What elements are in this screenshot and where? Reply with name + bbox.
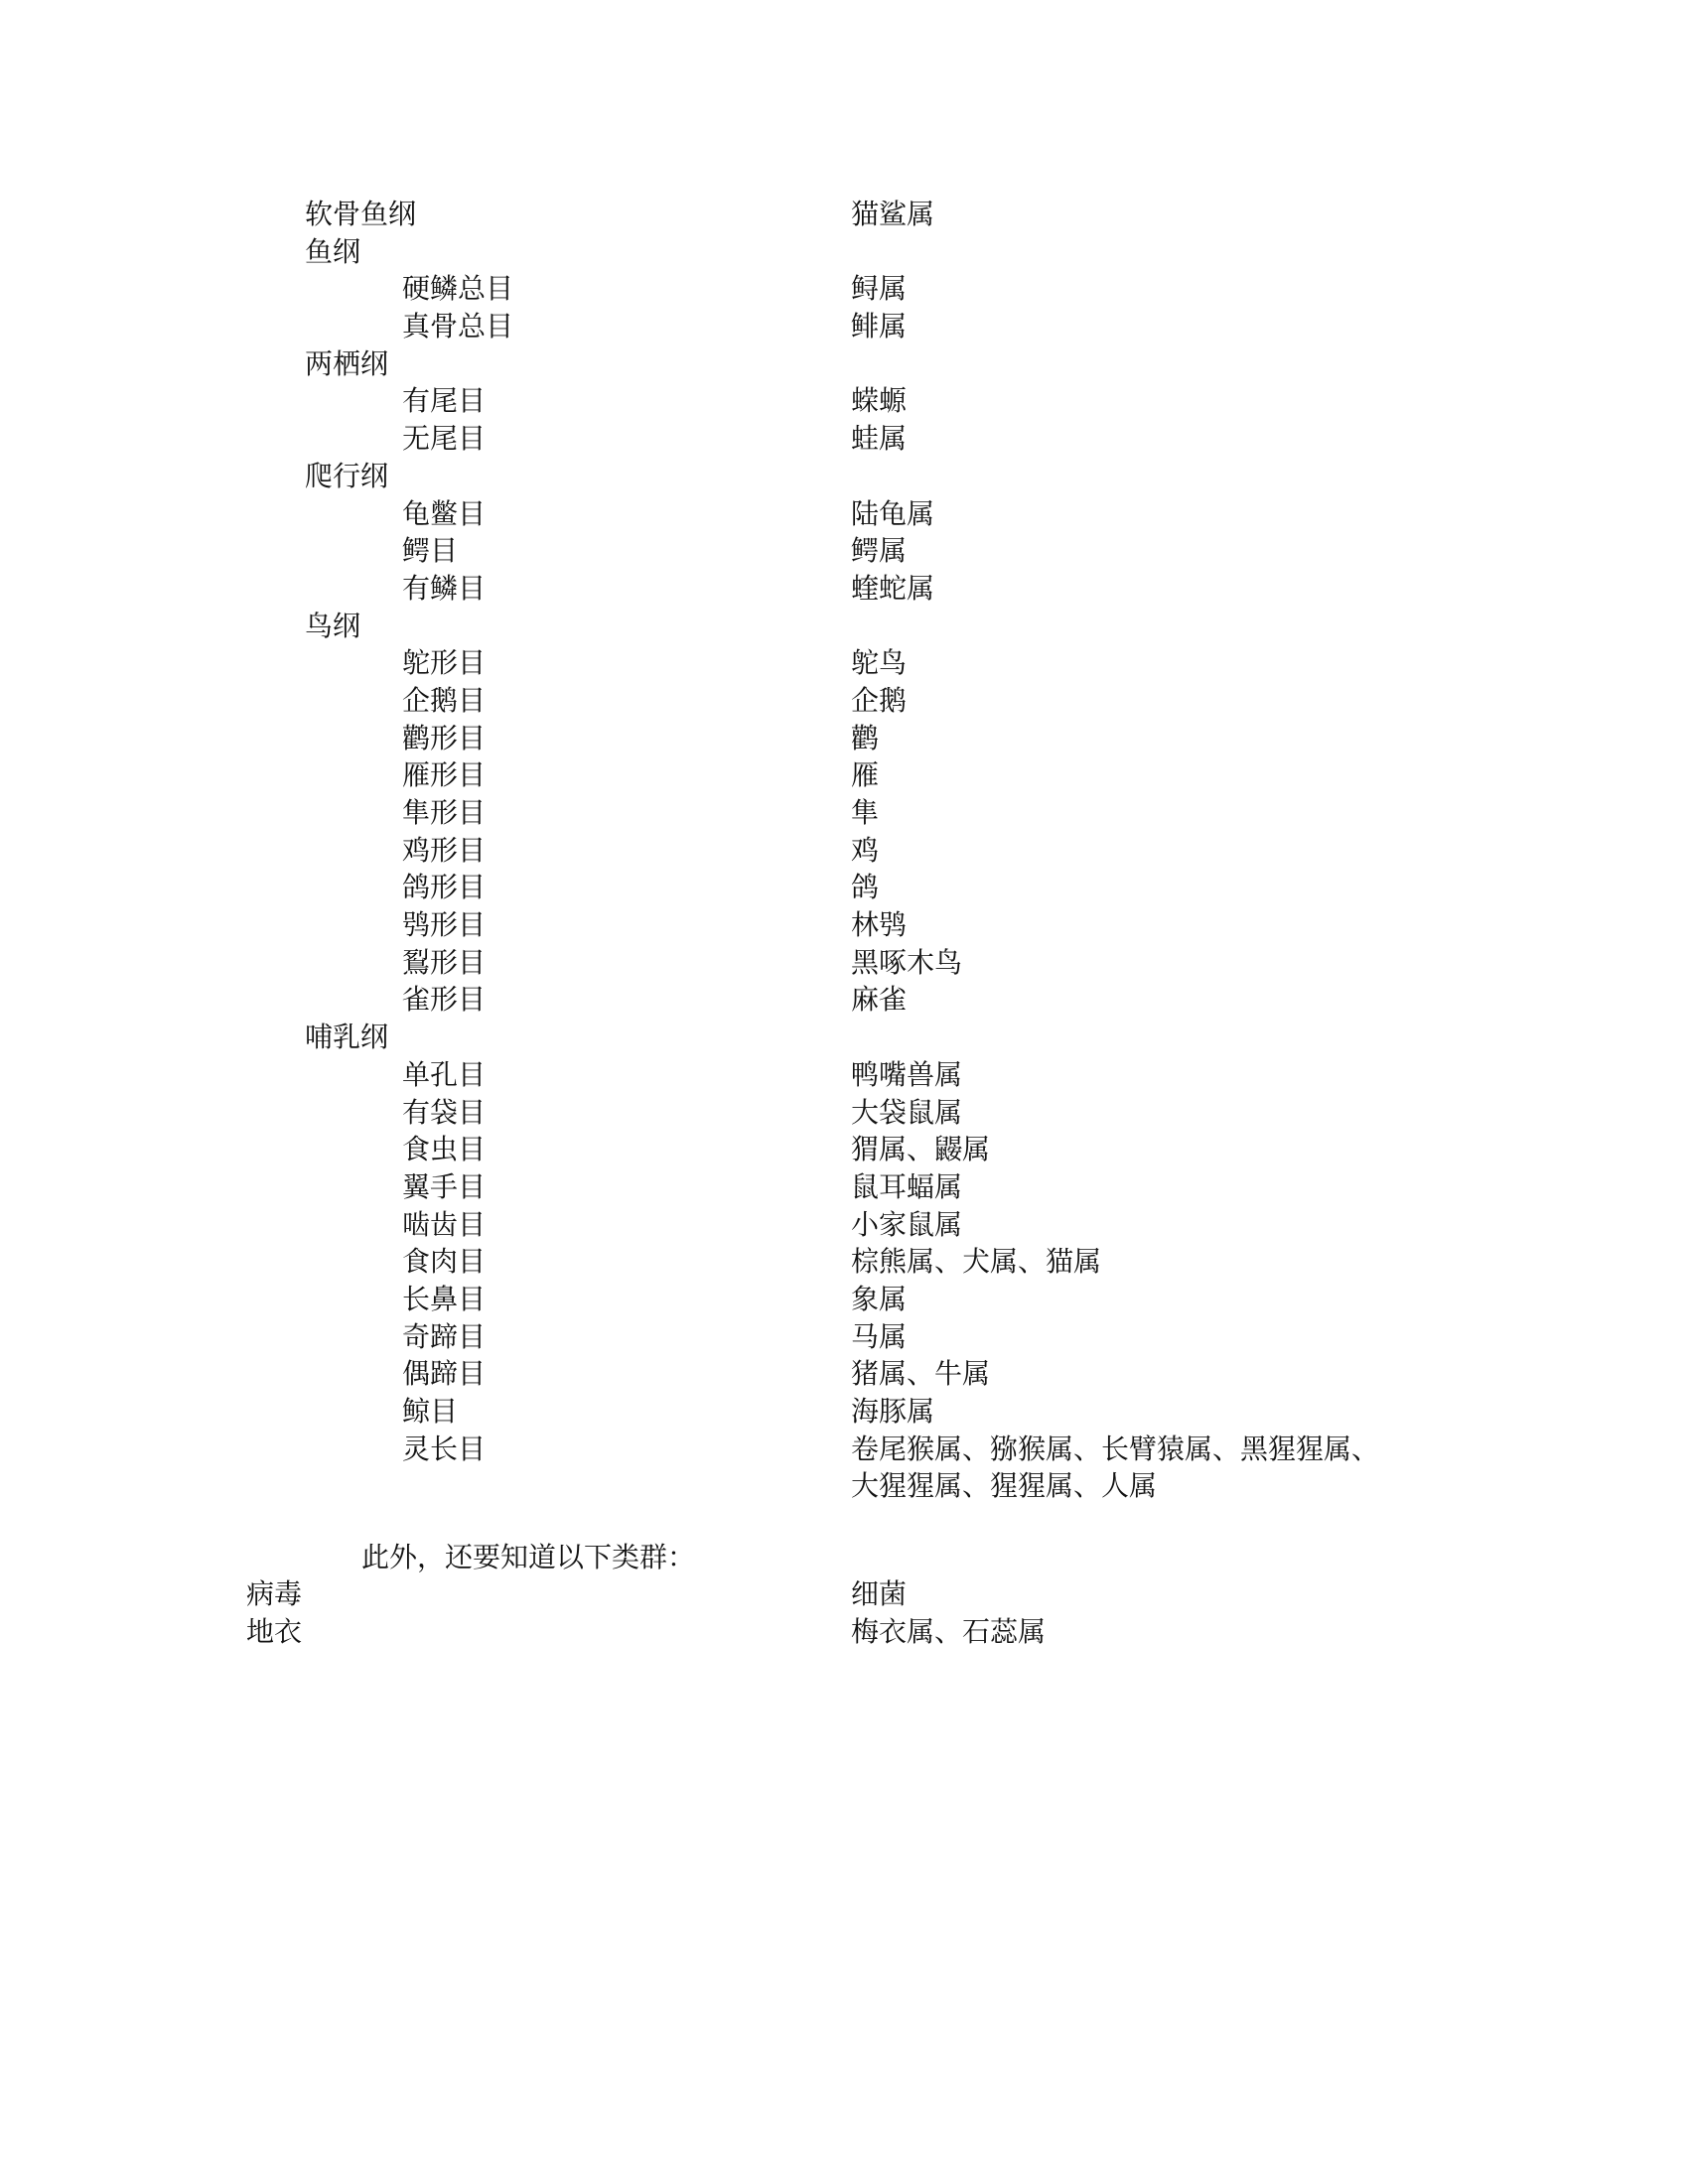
- example-taxa: [851, 1431, 1379, 1505]
- class-row: [0, 1019, 1688, 1056]
- example-taxa: [851, 944, 962, 982]
- note-text: 此外，还要知道以下类群：: [361, 1541, 696, 1573]
- example-line: 企鹅: [851, 683, 908, 717]
- example-line: 蝰蛇属: [851, 571, 935, 605]
- example-line: 大袋鼠属: [851, 1095, 963, 1129]
- extra-group-name: 地衣: [246, 1614, 303, 1648]
- example-line: 鲱属: [851, 310, 908, 343]
- order-row: [0, 532, 1688, 570]
- order-row: [0, 1243, 1688, 1281]
- taxonomy-list: [0, 196, 1688, 1505]
- order-row: [0, 1431, 1688, 1505]
- order-name: 硬鳞总目: [402, 272, 514, 306]
- example-line: 棕熊属、犬属、猫属: [851, 1245, 1102, 1279]
- order-name: 偶蹄目: [402, 1357, 487, 1391]
- example-taxa: [851, 1393, 934, 1431]
- order-row: [0, 720, 1688, 757]
- extra-group-example: 梅衣属、石蕊属: [851, 1614, 1047, 1648]
- example-line: 马属: [851, 1319, 908, 1353]
- class-row: [0, 458, 1688, 495]
- example-taxa: [851, 1355, 990, 1393]
- order-name: 单孔目: [402, 1057, 487, 1091]
- example-line: 林鸮: [851, 908, 908, 942]
- order-name: 雁形目: [402, 758, 487, 792]
- order-row: [0, 1281, 1688, 1318]
- example-taxa: [851, 495, 934, 533]
- extra-group-row: [0, 1575, 1688, 1613]
- extra-group-example: 细菌: [851, 1577, 908, 1610]
- order-row: [0, 1355, 1688, 1393]
- order-name: 真骨总目: [402, 310, 514, 343]
- class-row: [0, 608, 1688, 645]
- example-line: 隼: [851, 796, 880, 829]
- order-row: [0, 382, 1688, 420]
- order-row: [0, 570, 1688, 608]
- order-name: 无尾目: [402, 422, 487, 456]
- order-row: [0, 1168, 1688, 1206]
- example-taxa: [851, 794, 879, 832]
- example-taxa: [851, 644, 907, 682]
- extra-group-name: 病毒: [246, 1577, 303, 1610]
- order-name: 有尾目: [402, 384, 487, 418]
- example-taxa: [851, 1281, 907, 1318]
- class-name: 鸟纲: [305, 609, 361, 642]
- class-name: 软骨鱼纲: [305, 198, 417, 230]
- example-line: 卷尾猴属、猕猴属、长臂猿属、黑猩猩属、: [851, 1432, 1380, 1465]
- order-row: [0, 869, 1688, 906]
- example-taxa: [851, 832, 879, 870]
- order-row: [0, 308, 1688, 345]
- example-line: 猪属、牛属: [851, 1357, 991, 1391]
- order-name: 灵长目: [402, 1432, 487, 1465]
- order-row: [0, 644, 1688, 682]
- order-row: [0, 1318, 1688, 1356]
- example-line: 黑啄木鸟: [851, 945, 963, 979]
- order-row: [0, 1056, 1688, 1094]
- order-name: 鸮形目: [402, 908, 487, 942]
- order-name: 雀形目: [402, 983, 487, 1017]
- example-line: 鸡: [851, 833, 880, 867]
- example-taxa: [851, 981, 907, 1019]
- order-name: 翼手目: [402, 1169, 487, 1203]
- example-taxa: [851, 682, 907, 720]
- example-line: 象属: [851, 1282, 908, 1315]
- order-row: [0, 420, 1688, 458]
- order-name: 啮齿目: [402, 1207, 487, 1241]
- order-row: [0, 1393, 1688, 1431]
- order-name: 鲸目: [402, 1395, 459, 1428]
- example-line: 鹳: [851, 721, 880, 754]
- order-row: [0, 756, 1688, 794]
- order-name: 鸡形目: [402, 833, 487, 867]
- extra-group-row: [0, 1613, 1688, 1651]
- example-line: 雁: [851, 758, 880, 792]
- example-taxa: [851, 1318, 907, 1356]
- order-row: [0, 906, 1688, 944]
- class-row: [0, 345, 1688, 383]
- example-taxa: [851, 382, 907, 420]
- example-line: 海豚属: [851, 1395, 935, 1428]
- order-name: 鳄目: [402, 534, 459, 568]
- order-name: 奇蹄目: [402, 1319, 487, 1353]
- order-row: [0, 1206, 1688, 1244]
- example-taxa: [851, 906, 907, 944]
- class-name: 哺乳纲: [305, 1021, 389, 1054]
- class-name: 两栖纲: [305, 346, 389, 380]
- class-name: 鱼纲: [305, 234, 361, 268]
- example-taxa: [851, 1131, 990, 1168]
- example-line: 鸭嘴兽属: [851, 1057, 963, 1091]
- example-taxa: [851, 420, 907, 458]
- example-line: 蛙属: [851, 422, 908, 456]
- order-row: [0, 944, 1688, 982]
- example-taxa: [851, 1168, 962, 1206]
- example-taxa: [851, 196, 934, 233]
- order-name: 有鳞目: [402, 571, 487, 605]
- order-name: 有袋目: [402, 1095, 487, 1129]
- example-taxa: [851, 270, 907, 308]
- order-row: [0, 495, 1688, 533]
- example-line: 麻雀: [851, 983, 908, 1017]
- example-taxa: [851, 308, 907, 345]
- example-line: 蝾螈: [851, 384, 908, 418]
- order-name: 鸽形目: [402, 871, 487, 904]
- example-line: 鳄属: [851, 534, 908, 568]
- order-name: 食虫目: [402, 1133, 487, 1166]
- example-taxa: [851, 869, 879, 906]
- order-row: [0, 794, 1688, 832]
- order-row: [0, 981, 1688, 1019]
- example-taxa: [851, 720, 879, 757]
- example-line: 鼠耳蝠属: [851, 1169, 963, 1203]
- example-taxa: [851, 532, 907, 570]
- class-row: [0, 196, 1688, 233]
- order-row: [0, 832, 1688, 870]
- order-name: 隼形目: [402, 796, 487, 829]
- order-name: 鴷形目: [402, 945, 487, 979]
- class-name: 爬行纲: [305, 459, 389, 492]
- order-row: [0, 682, 1688, 720]
- order-row: [0, 1094, 1688, 1132]
- example-line: 陆龟属: [851, 496, 935, 530]
- example-line: 鲟属: [851, 272, 908, 306]
- example-line: 鸵鸟: [851, 646, 908, 680]
- example-line: 小家鼠属: [851, 1207, 963, 1241]
- example-taxa: [851, 1094, 962, 1132]
- example-taxa: [851, 1206, 962, 1244]
- order-name: 鹳形目: [402, 721, 487, 754]
- class-row: [0, 233, 1688, 271]
- order-name: 长鼻目: [402, 1282, 487, 1315]
- example-taxa: [851, 570, 934, 608]
- example-line: 大猩猩属、猩猩属、人属: [851, 1469, 1158, 1503]
- order-row: [0, 1131, 1688, 1168]
- order-name: 企鹅目: [402, 683, 487, 717]
- extra-groups-list: [0, 1575, 1688, 1650]
- example-taxa: [851, 1056, 962, 1094]
- example-line: 猫鲨属: [851, 198, 935, 230]
- example-taxa: [851, 1243, 1101, 1281]
- order-name: 龟鳖目: [402, 496, 487, 530]
- example-line: 猬属、鼹属: [851, 1133, 991, 1166]
- order-row: [0, 270, 1688, 308]
- order-name: 鸵形目: [402, 646, 487, 680]
- example-line: 鸽: [851, 871, 880, 904]
- example-taxa: [851, 756, 879, 794]
- order-name: 食肉目: [402, 1245, 487, 1279]
